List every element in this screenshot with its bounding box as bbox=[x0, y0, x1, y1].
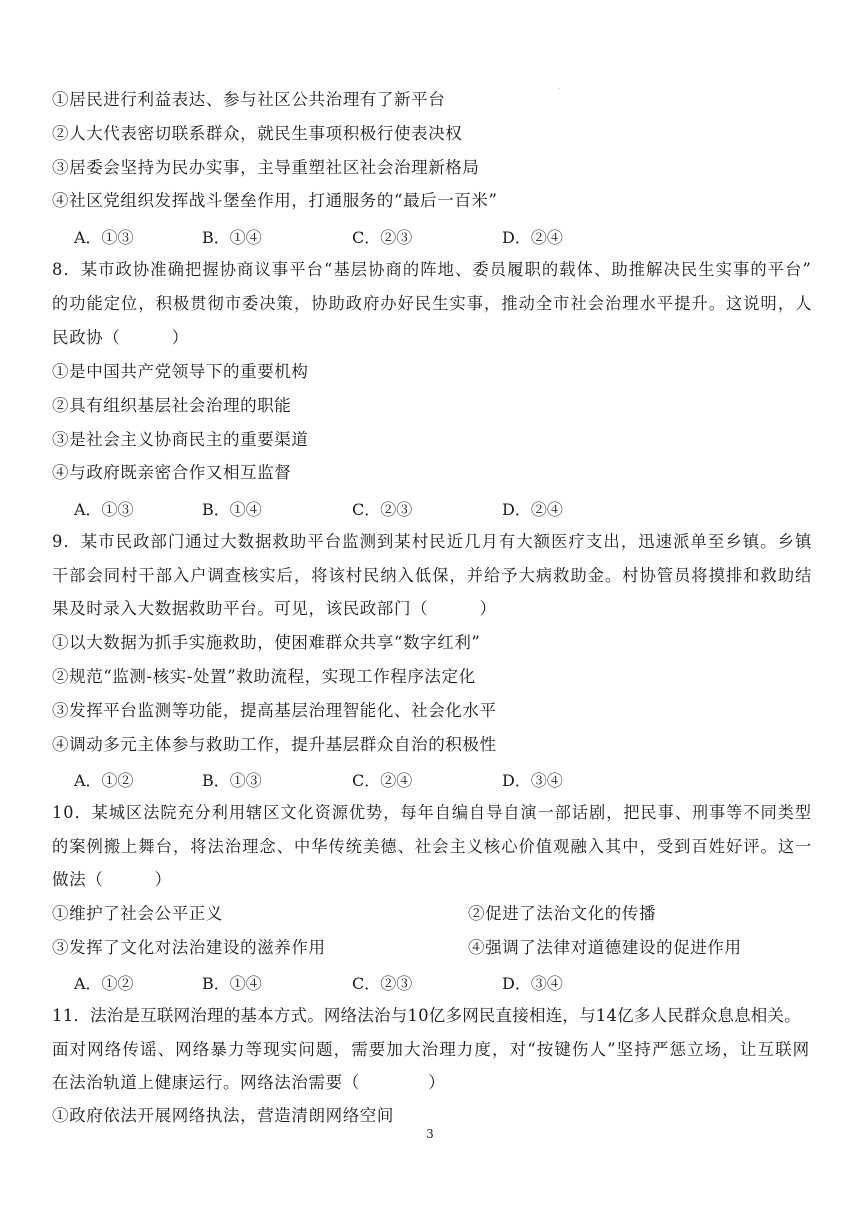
scan-dot: · bbox=[558, 86, 560, 93]
q9-option-b: B．①③ bbox=[202, 771, 262, 790]
q9-item-3: ③发挥平台监测等功能，提高基层治理智能化、社会化水平 bbox=[52, 701, 497, 720]
q8-option-c: C．②③ bbox=[352, 500, 413, 519]
q7-item-4: ④社区党组织发挥战斗堡垒作用，打通服务的“最后一百米” bbox=[52, 191, 498, 210]
q11-stem-line-3: 在法治轨道上健康运行。网络法治需要（ ） bbox=[52, 1073, 446, 1092]
q8-item-2: ②具有组织基层社会治理的职能 bbox=[52, 396, 292, 415]
q9-stem-line-2: 干部会同村干部入户调查核实后，将该村民纳入低保，并给予大病救助金。村协管员将摸排和救助结 bbox=[52, 566, 813, 585]
q9-item-1: ①以大数据为抓手实施救助，使困难群众共享“数字红利” bbox=[52, 633, 481, 652]
q9-item-4: ④调动多元主体参与救助工作，提升基层群众自治的积极性 bbox=[52, 735, 497, 754]
q10-item-3: ③发挥了文化对法治建设的滋养作用 bbox=[52, 938, 326, 957]
q10-item-4: ④强调了法律对道德建设的促进作用 bbox=[468, 938, 742, 957]
q7-option-a: A．①③ bbox=[74, 228, 134, 247]
q10-option-a: A．①② bbox=[74, 974, 134, 993]
q7-item-2: ②人大代表密切联系群众，就民生事项积极行使表决权 bbox=[52, 124, 463, 143]
q10-item-2: ②促进了法治文化的传播 bbox=[468, 904, 657, 923]
q8-option-a: A．①③ bbox=[74, 500, 134, 519]
q10-stem-line-2: 的案例搬上舞台，将法治理念、中华传统美德、社会主义核心价值观融入其中，受到百姓好评。这一 bbox=[52, 837, 813, 856]
q9-stem-line-3: 果及时录入大数据救助平台。可见，该民政部门（ ） bbox=[52, 599, 497, 618]
q7-option-b: B．①④ bbox=[202, 228, 262, 247]
q7-option-c: C．②③ bbox=[352, 228, 413, 247]
q11-stem-line-1: 11．法治是互联网治理的基本方式。网络法治与10亿多网民直接相连，与14亿多人民群众息息相关。 bbox=[52, 1006, 801, 1025]
q9-option-a: A．①② bbox=[74, 771, 134, 790]
q8-option-b: B．①④ bbox=[202, 500, 262, 519]
q8-item-4: ④与政府既亲密合作又相互监督 bbox=[52, 463, 292, 482]
q8-stem-line-3: 民政协（ ） bbox=[52, 328, 189, 347]
page-number: 3 bbox=[426, 1127, 434, 1141]
q7-item-1: ①居民进行利益表达、参与社区公共治理有了新平台 bbox=[52, 90, 446, 109]
q10-option-d: D．③④ bbox=[502, 974, 563, 993]
q10-option-b: B．①④ bbox=[202, 974, 262, 993]
q10-stem-line-1: 10．某城区法院充分利用辖区文化资源优势，每年自编自导自演一部话剧，把民事、刑事等不同类型 bbox=[52, 803, 813, 822]
q9-option-d: D．③④ bbox=[502, 771, 563, 790]
q11-stem-line-2: 面对网络传谣、网络暴力等现实问题，需要加大治理力度，对“按键伤人”坚持严惩立场，让互联网 bbox=[52, 1040, 811, 1059]
q8-stem-line-1: 8．某市政协准确把握协商议事平台“基层协商的阵地、委员履职的载体、助推解决民生实事的平台” bbox=[52, 260, 812, 279]
q10-stem-line-3: 做法（ ） bbox=[52, 870, 172, 889]
q11-item-1: ①政府依法开展网络执法，营造清朗网络空间 bbox=[52, 1106, 394, 1125]
q8-item-3: ③是社会主义协商民主的重要渠道 bbox=[52, 430, 309, 449]
q10-item-1: ①维护了社会公平正义 bbox=[52, 904, 223, 923]
q8-stem-line-2: 的功能定位，积极贯彻市委决策，协助政府办好民生实事，推动全市社会治理水平提升。这说明，人 bbox=[52, 294, 813, 313]
q9-item-2: ②规范“监测-核实-处置”救助流程，实现工作程序法定化 bbox=[52, 667, 476, 686]
q9-option-c: C．②④ bbox=[352, 771, 413, 790]
q10-option-c: C．②③ bbox=[352, 974, 413, 993]
q7-item-3: ③居委会坚持为民办实事，主导重塑社区社会治理新格局 bbox=[52, 158, 480, 177]
q7-option-d: D．②④ bbox=[502, 228, 563, 247]
q8-option-d: D．②④ bbox=[502, 500, 563, 519]
q9-stem-line-1: 9．某市民政部门通过大数据救助平台监测到某村民近几月有大额医疗支出，迅速派单至乡镇。乡镇 bbox=[52, 532, 813, 551]
q8-item-1: ①是中国共产党领导下的重要机构 bbox=[52, 362, 309, 381]
